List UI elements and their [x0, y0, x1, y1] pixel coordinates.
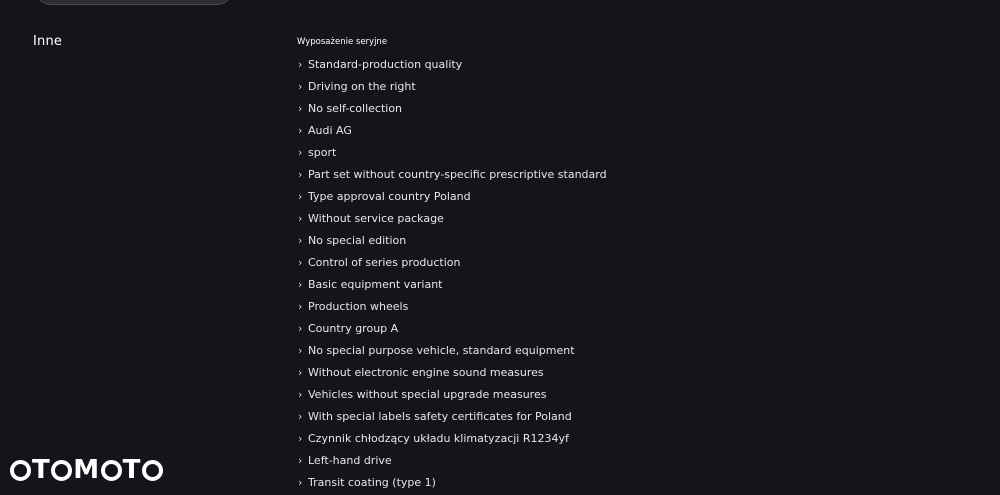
list-item — [298, 98, 607, 120]
chevron-right-icon: › — [298, 454, 303, 467]
list-item — [298, 274, 607, 296]
feature-label: No special purpose vehicle, standard equipment — [308, 344, 575, 357]
section-title: Inne — [33, 34, 63, 49]
list-item — [298, 230, 607, 252]
list-item — [298, 472, 607, 494]
chevron-right-icon: › — [298, 256, 303, 269]
list-item — [298, 142, 607, 164]
feature-label: No special edition — [308, 234, 407, 247]
feature-label: Vehicles without special upgrade measures — [308, 388, 547, 401]
chevron-right-icon: › — [298, 344, 303, 357]
list-item — [298, 296, 607, 318]
chevron-right-icon: › — [298, 190, 303, 203]
chevron-right-icon: › — [298, 168, 303, 181]
feature-label: No self-collection — [308, 102, 403, 115]
feature-label: Transit coating (type 1) — [308, 476, 436, 489]
list-item — [298, 406, 607, 428]
logo-letter-o — [101, 460, 122, 481]
top-pill-button[interactable] — [34, 0, 234, 5]
list-item — [298, 186, 607, 208]
feature-label: Without electronic engine sound measures — [308, 366, 544, 379]
logo-letter-t: T — [32, 455, 51, 485]
chevron-right-icon: › — [298, 388, 303, 401]
feature-label: Control of series production — [308, 256, 461, 269]
feature-label: Basic equipment variant — [308, 278, 443, 291]
list-item — [298, 164, 607, 186]
chevron-right-icon: › — [298, 234, 303, 247]
list-item — [298, 362, 607, 384]
feature-label: Production wheels — [308, 300, 409, 313]
chevron-right-icon: › — [298, 476, 303, 489]
feature-label: Standard-production quality — [308, 58, 463, 71]
chevron-right-icon: › — [298, 124, 303, 137]
logo-letter-o — [51, 460, 72, 481]
chevron-right-icon: › — [298, 80, 303, 93]
chevron-right-icon: › — [298, 58, 303, 71]
feature-label: Driving on the right — [308, 80, 416, 93]
list-item — [298, 428, 607, 450]
chevron-right-icon: › — [298, 212, 303, 225]
list-item — [298, 318, 607, 340]
list-item — [298, 208, 607, 230]
feature-label: sport — [308, 146, 337, 159]
feature-label: Without service package — [308, 212, 444, 225]
logo-letter-o — [142, 460, 163, 481]
list-item — [298, 54, 607, 76]
chevron-right-icon: › — [298, 278, 303, 291]
feature-label: Left-hand drive — [308, 454, 392, 467]
list-item — [298, 252, 607, 274]
chevron-right-icon: › — [298, 366, 303, 379]
logo-letter-o — [10, 460, 31, 481]
feature-label: Czynnik chłodzący układu klimatyzacji R1234yf — [308, 432, 569, 445]
chevron-right-icon: › — [298, 102, 303, 115]
chevron-right-icon: › — [298, 300, 303, 313]
chevron-right-icon: › — [298, 410, 303, 423]
list-item — [298, 120, 607, 142]
feature-label: Type approval country Poland — [308, 190, 471, 203]
logo-letter-m: M — [73, 455, 100, 485]
feature-label: Country group A — [308, 322, 399, 335]
chevron-right-icon: › — [298, 432, 303, 445]
feature-label: Audi AG — [308, 124, 352, 137]
list-item — [298, 384, 607, 406]
feature-label: With special labels safety certificates for Poland — [308, 410, 572, 423]
logo-letter-t: T — [122, 455, 141, 485]
list-item — [298, 340, 607, 362]
chevron-right-icon: › — [298, 322, 303, 335]
otomoto-logo — [9, 455, 164, 485]
feature-list — [298, 54, 607, 494]
chevron-right-icon: › — [298, 146, 303, 159]
list-item — [298, 450, 607, 472]
list-item — [298, 76, 607, 98]
group-heading: Wyposażenie seryjne — [297, 37, 388, 47]
feature-label: Part set without country-specific prescriptive standard — [308, 168, 607, 181]
